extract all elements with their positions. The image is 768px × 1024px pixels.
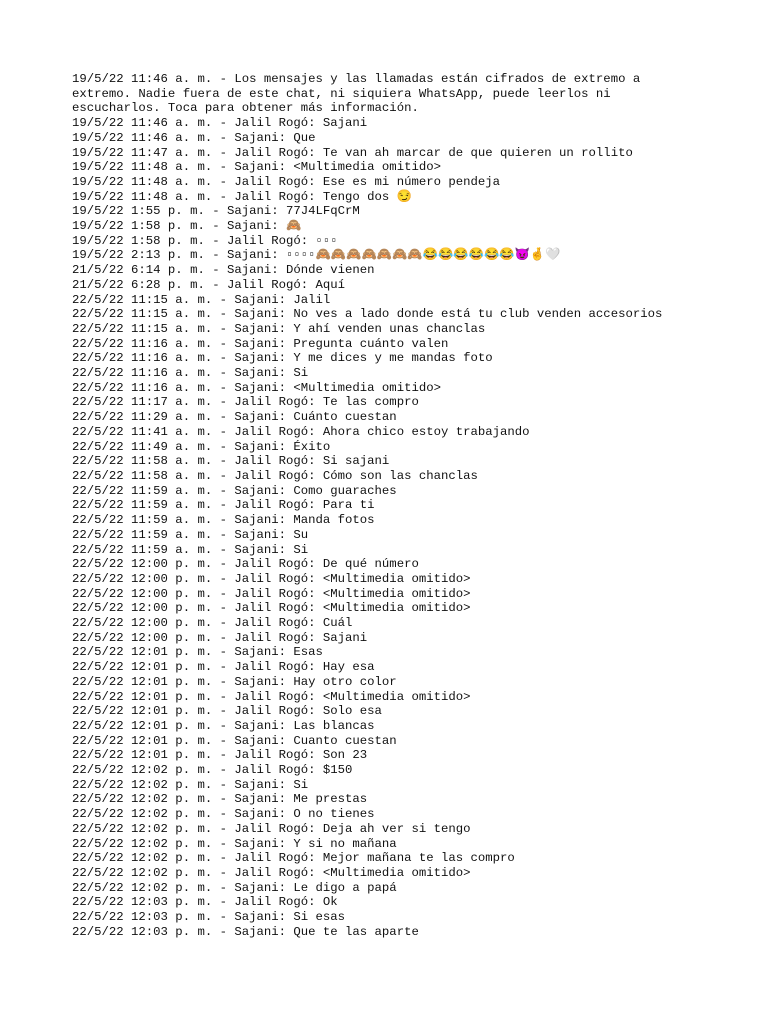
chat-line: 22/5/22 12:03 p. m. - Sajani: Que te las aparte [72, 924, 419, 939]
chat-line: 22/5/22 11:59 a. m. - Jalil Rogó: Para ti [72, 498, 375, 513]
chat-line: 22/5/22 11:17 a. m. - Jalil Rogó: Te las compro [72, 395, 419, 410]
chat-line: 22/5/22 12:01 p. m. - Jalil Rogó: Solo esa [72, 704, 382, 719]
chat-line: 22/5/22 11:59 a. m. - Sajani: Su [72, 527, 309, 542]
chat-line: 22/5/22 12:02 p. m. - Jalil Rogó: Deja ah ver si tengo [72, 821, 471, 836]
chat-line: 22/5/22 12:00 p. m. - Jalil Rogó: <Multimedia omitido> [72, 601, 471, 616]
chat-line: 22/5/22 12:01 p. m. - Jalil Rogó: Son 23 [72, 748, 368, 763]
chat-line: 22/5/22 11:16 a. m. - Sajani: Si [72, 366, 309, 381]
chat-line: 21/5/22 6:14 p. m. - Sajani: Dónde vienen [72, 263, 375, 278]
chat-line: 22/5/22 11:16 a. m. - Sajani: Y me dices y me mandas foto [72, 351, 493, 366]
chat-log-document [72, 72, 692, 939]
chat-line: 22/5/22 11:15 a. m. - Sajani: No ves a lado donde está tu club venden accesorios [72, 307, 663, 322]
chat-line: 22/5/22 11:49 a. m. - Sajani: Éxito [72, 439, 331, 454]
chat-line: 21/5/22 6:28 p. m. - Jalil Rogó: Aquí [72, 277, 346, 292]
chat-line: 19/5/22 1:55 p. m. - Sajani: 77J4LFqCrM [72, 204, 360, 219]
chat-line: 22/5/22 11:59 a. m. - Sajani: Manda fotos [72, 513, 375, 528]
chat-line: 22/5/22 11:59 a. m. - Sajani: Si [72, 542, 309, 557]
chat-line: 19/5/22 1:58 p. m. - Sajani: 🙈 [72, 219, 302, 234]
chat-line: 22/5/22 11:41 a. m. - Jalil Rogó: Ahora chico estoy trabajando [72, 424, 530, 439]
chat-line: 22/5/22 12:00 p. m. - Jalil Rogó: Sajani [72, 630, 368, 645]
chat-line: 22/5/22 12:01 p. m. - Sajani: Esas [72, 645, 323, 660]
chat-line: 22/5/22 11:58 a. m. - Jalil Rogó: Si sajani [72, 454, 390, 469]
chat-line: 19/5/22 11:48 a. m. - Jalil Rogó: Tengo dos 😏 [72, 189, 413, 204]
chat-line: 19/5/22 11:46 a. m. - Jalil Rogó: Sajani [72, 116, 368, 131]
chat-line: 22/5/22 11:16 a. m. - Sajani: Pregunta cuánto valen [72, 336, 449, 351]
chat-line: 22/5/22 12:03 p. m. - Jalil Rogó: Ok [72, 895, 338, 910]
chat-line: 19/5/22 11:48 a. m. - Sajani: <Multimedia omitido> [72, 160, 441, 175]
chat-line: 19/5/22 1:58 p. m. - Jalil Rogó: ▫▫▫ [72, 233, 338, 248]
chat-line: 22/5/22 12:01 p. m. - Sajani: Las blancas [72, 718, 375, 733]
chat-line: 19/5/22 11:47 a. m. - Jalil Rogó: Te van ah marcar de que quieren un rollito [72, 145, 633, 160]
chat-line: 22/5/22 12:00 p. m. - Jalil Rogó: De qué número [72, 557, 419, 572]
chat-line: 22/5/22 12:02 p. m. - Sajani: Me prestas [72, 792, 368, 807]
encryption-notice: 19/5/22 11:46 a. m. - Los mensajes y las llamadas están cifrados de extremo a extremo. Nadie fuera de este chat, ni siquiera WhatsApp, puede leerlos ni escucharlos. Toca para obtener más información. [72, 72, 648, 116]
chat-line: 22/5/22 12:00 p. m. - Jalil Rogó: <Multimedia omitido> [72, 571, 471, 586]
chat-line: 22/5/22 11:58 a. m. - Jalil Rogó: Cómo son las chanclas [72, 468, 478, 483]
chat-line: 22/5/22 11:15 a. m. - Sajani: Jalil [72, 292, 331, 307]
chat-line: 22/5/22 11:15 a. m. - Sajani: Y ahí venden unas chanclas [72, 321, 486, 336]
chat-line: 22/5/22 12:02 p. m. - Sajani: Y si no mañana [72, 836, 397, 851]
chat-line: 19/5/22 11:46 a. m. - Sajani: Que [72, 130, 316, 145]
chat-line: 22/5/22 11:59 a. m. - Sajani: Como guaraches [72, 483, 397, 498]
chat-line: 22/5/22 12:01 p. m. - Sajani: Cuanto cuestan [72, 733, 397, 748]
chat-line: 19/5/22 2:13 p. m. - Sajani: ▫▫▫▫🙈🙈🙈🙈🙈🙈🙈😂😂😂😂😂😂😈🤞🤍 [72, 248, 561, 263]
chat-line: 22/5/22 12:02 p. m. - Jalil Rogó: Mejor mañana te las compro [72, 851, 515, 866]
chat-line: 22/5/22 12:01 p. m. - Jalil Rogó: <Multimedia omitido> [72, 689, 471, 704]
chat-line: 22/5/22 12:01 p. m. - Sajani: Hay otro color [72, 674, 397, 689]
chat-line: 22/5/22 11:16 a. m. - Sajani: <Multimedia omitido> [72, 380, 441, 395]
chat-line: 22/5/22 12:02 p. m. - Sajani: O no tienes [72, 807, 375, 822]
chat-line: 22/5/22 11:29 a. m. - Sajani: Cuánto cuestan [72, 410, 397, 425]
chat-line: 22/5/22 12:00 p. m. - Jalil Rogó: <Multimedia omitido> [72, 586, 471, 601]
chat-line: 22/5/22 12:01 p. m. - Jalil Rogó: Hay esa [72, 660, 375, 675]
chat-line: 22/5/22 12:03 p. m. - Sajani: Si esas [72, 910, 346, 925]
chat-line: 22/5/22 12:02 p. m. - Sajani: Si [72, 777, 309, 792]
chat-line: 22/5/22 12:02 p. m. - Jalil Rogó: <Multimedia omitido> [72, 865, 471, 880]
chat-line: 19/5/22 11:48 a. m. - Jalil Rogó: Ese es mi número pendeja [72, 174, 501, 189]
chat-line: 22/5/22 12:00 p. m. - Jalil Rogó: Cuál [72, 616, 353, 631]
chat-line: 22/5/22 12:02 p. m. - Jalil Rogó: $150 [72, 763, 353, 778]
chat-line: 22/5/22 12:02 p. m. - Sajani: Le digo a papá [72, 880, 397, 895]
